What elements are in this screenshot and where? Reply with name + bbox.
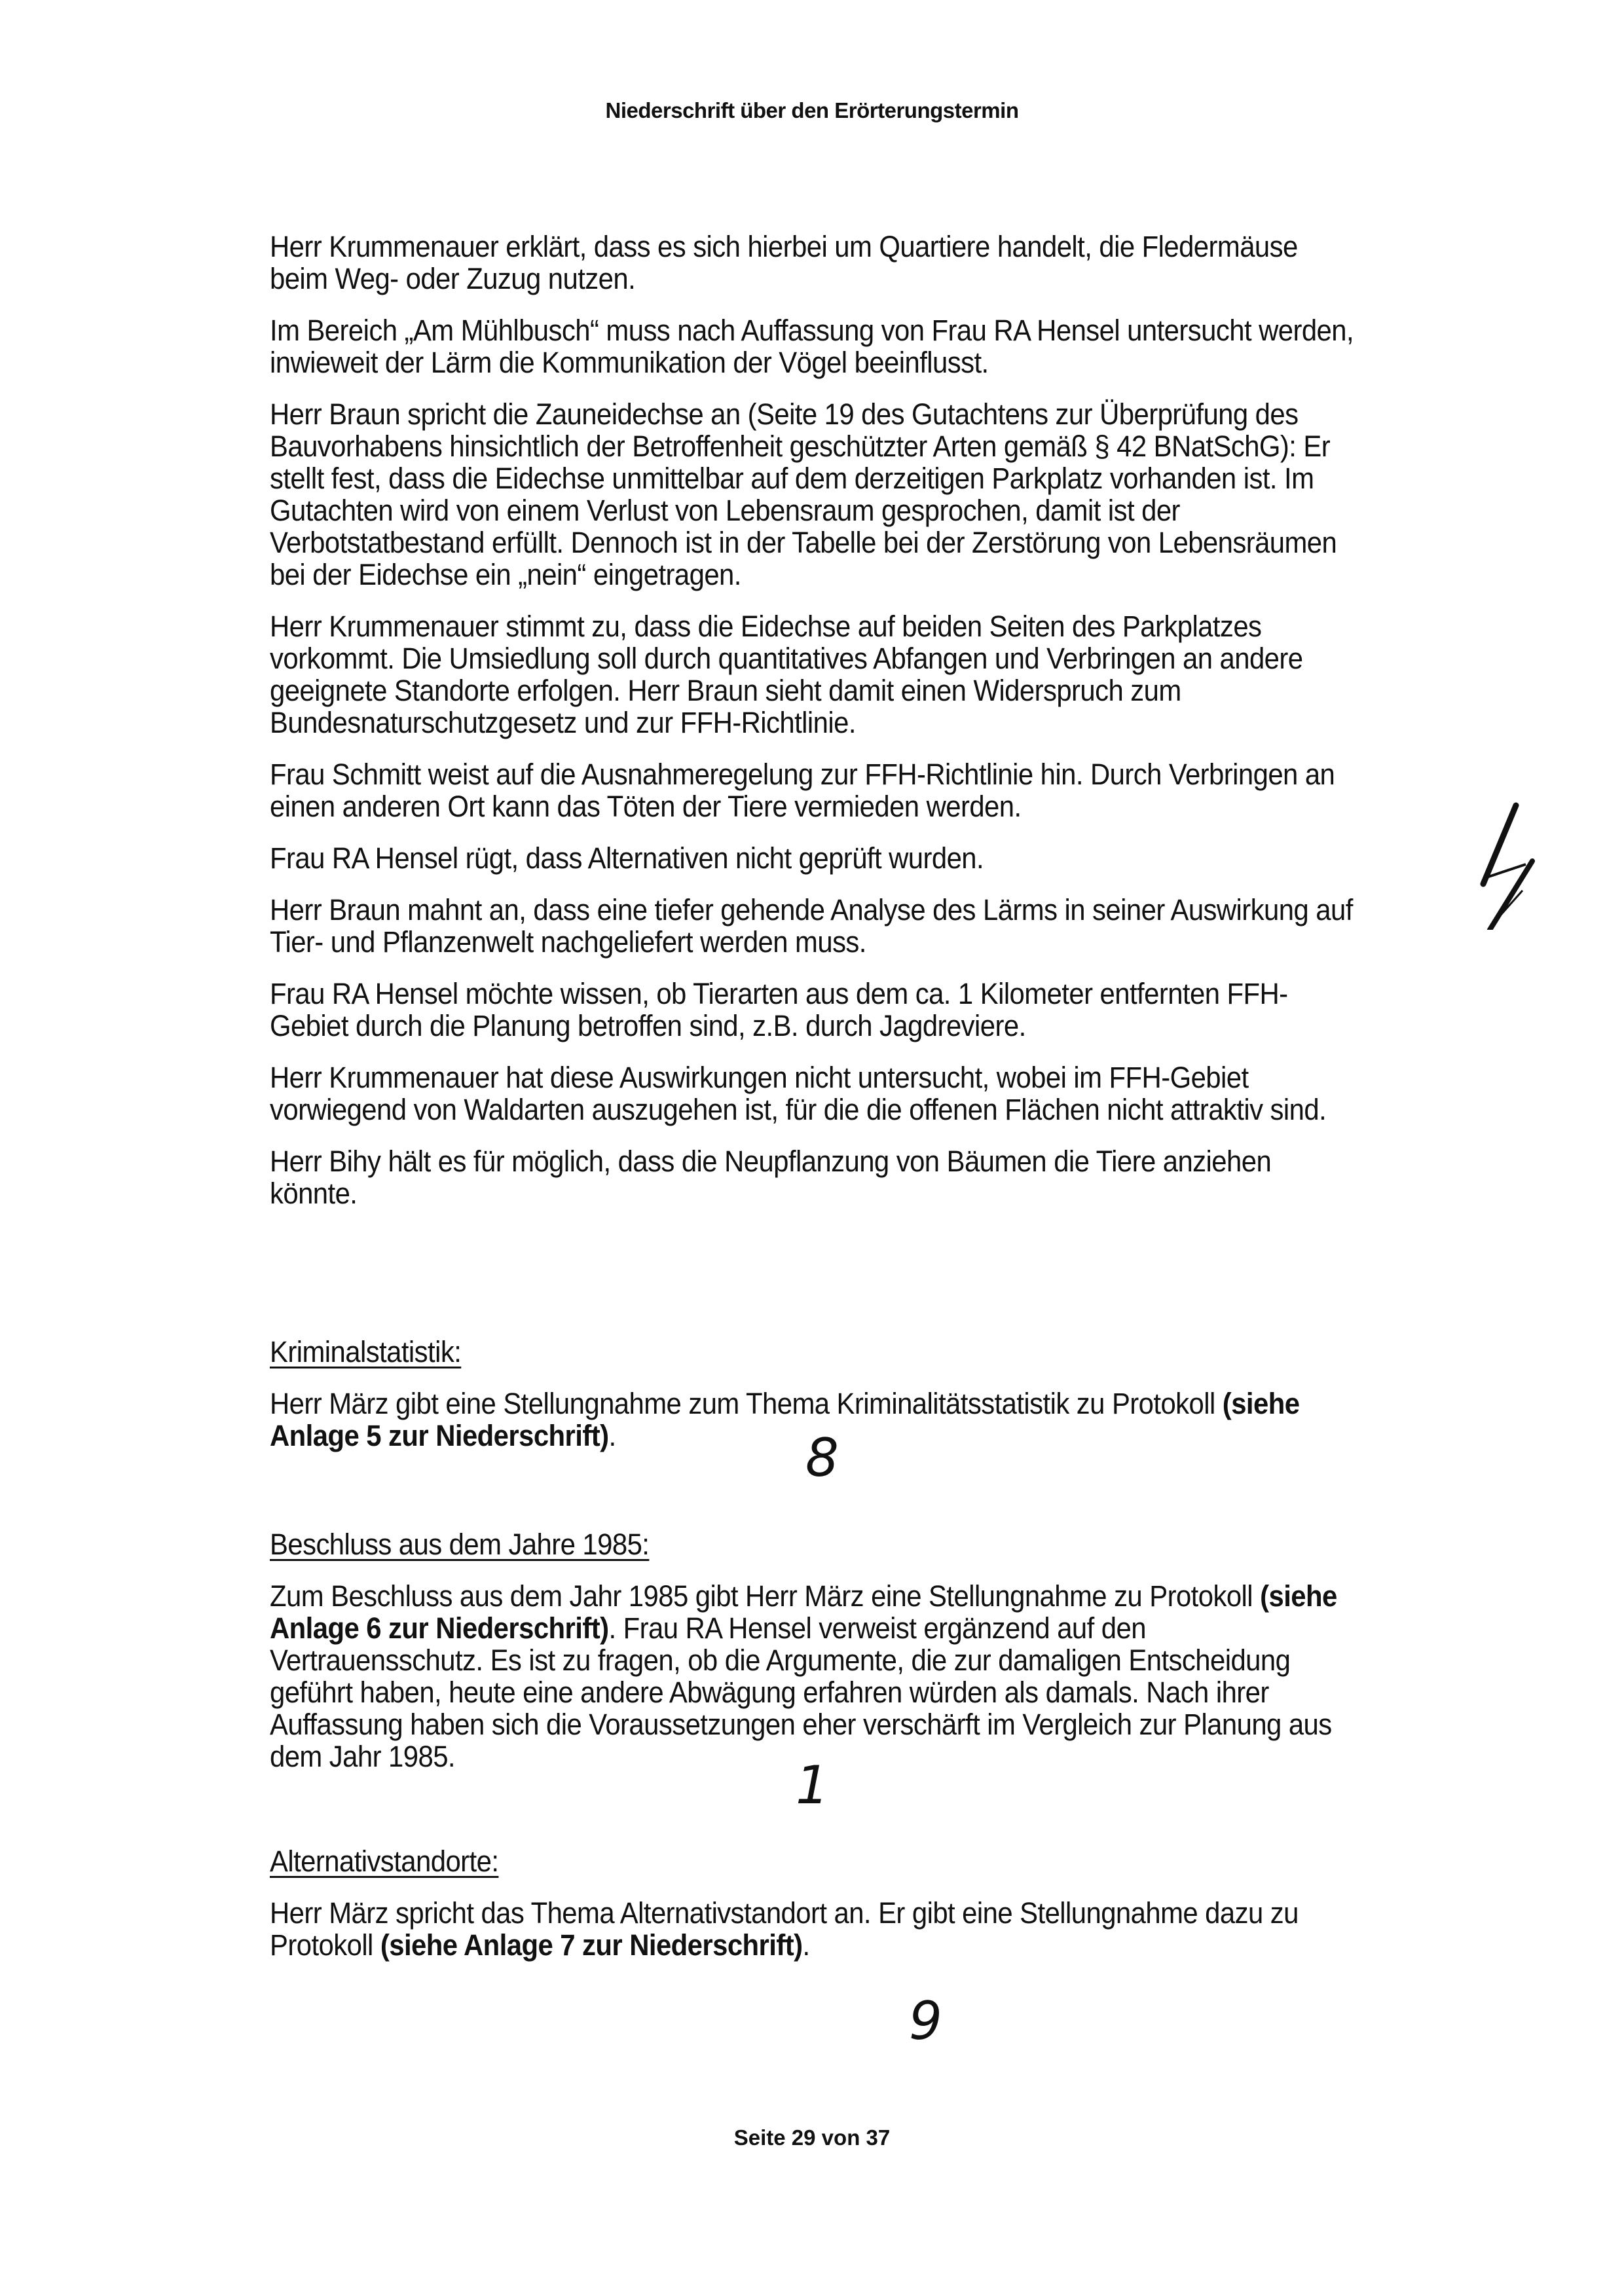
section-paragraph	[270, 1897, 1354, 1961]
annex-reference: (siehe Anlage 5 zur Niederschrift)	[270, 1387, 1300, 1452]
section-heading: Alternativstandorte:	[270, 1845, 499, 1878]
paragraph: Frau RA Hensel rügt, dass Alternativen nicht geprüft wurden.	[270, 841, 984, 875]
discussion-block	[270, 230, 1354, 1229]
handwritten-number-annotation: 8	[805, 1427, 839, 1488]
paragraph-text: . Frau RA Hensel verweist ergänzend auf den Vertrauensschutz. Es ist zu fragen, ob die Argumente, die zur damaligen Entscheidung geführt haben, heute eine andere Abwägung erfahren würden als damals. Nach ihrer Auffassung haben sich die Voraussetzungen eher verschärft im Vergleich zur Planung aus dem Jahr 1985.	[270, 1611, 1332, 1773]
paragraph: Herr Krummenauer erklärt, dass es sich hierbei um Quartiere handelt, die Fledermäuse beim Weg- oder Zuzug nutzen.	[270, 230, 1298, 295]
paragraph: Herr Braun spricht die Zauneidechse an (Seite 19 des Gutachtens zur Überprüfung des Bauvorhabens hinsichtlich der Betroffenheit geschützter Arten gemäß § 42 BNatSchG): Er stellt fest, dass die Eidechse unmittelbar auf dem derzeitigen Parkplatz vorhanden ist. Im Gutachten wird von einem Verlust von Lebensraum gesprochen, damit ist der Verbotstatbestand erfüllt. Dennoch ist in der Tabelle bei der Zerstörung von Lebensräumen bei der Eidechse ein „nein“ eingetragen.	[270, 397, 1337, 591]
section-alternativstandorte	[270, 1845, 1354, 1981]
annex-reference: (siehe Anlage 6 zur Niederschrift)	[270, 1579, 1337, 1645]
section-heading: Kriminalstatistik:	[270, 1335, 462, 1368]
handwritten-number-annotation: 9	[909, 1991, 942, 2051]
paragraph: Herr Bihy hält es für möglich, dass die Neupflanzung von Bäumen die Tiere anziehen könnte.	[270, 1145, 1272, 1210]
section-heading: Beschluss aus dem Jahre 1985:	[270, 1528, 650, 1561]
paragraph: Herr Braun mahnt an, dass eine tiefer gehende Analyse des Lärms in seiner Auswirkung auf Tier- und Pflanzenwelt nachgeliefert werden muss.	[270, 893, 1353, 959]
paragraph: Im Bereich „Am Mühlbusch“ muss nach Auffassung von Frau RA Hensel untersucht werden, inwieweit der Lärm die Kommunikation der Vögel beeinflusst.	[270, 314, 1354, 379]
paragraph: Herr Krummenauer hat diese Auswirkungen nicht untersucht, wobei im FFH-Gebiet vorwiegend von Waldarten auszugehen ist, für die die offenen Flächen nicht attraktiv sind.	[270, 1061, 1327, 1126]
paragraph: Herr Krummenauer stimmt zu, dass die Eidechse auf beiden Seiten des Parkplatzes vorkommt. Die Umsiedlung soll durch quantitatives Abfangen und Verbringen an andere geeignete Standorte erfolgen. Herr Braun sieht damit einen Widerspruch zum Bundesnaturschutzgesetz und zur FFH-Richtlinie.	[270, 610, 1303, 739]
paragraph-text: Herr März spricht das Thema Alternativstandort an. Er gibt eine Stellungnahme dazu zu Protokoll	[270, 1896, 1299, 1962]
section-beschluss-1985	[270, 1528, 1354, 1792]
page-number: Seite 29 von 37	[733, 2125, 891, 2150]
annex-reference: (siehe Anlage 7 zur Niederschrift)	[380, 1928, 803, 1962]
page-header-title: Niederschrift über den Erörterungstermin	[605, 98, 1019, 122]
paragraph-text: .	[608, 1419, 616, 1452]
paragraph-text: Zum Beschluss aus dem Jahr 1985 gibt Herr März eine Stellungnahme zu Protokoll	[270, 1579, 1261, 1613]
paragraph: Frau RA Hensel möchte wissen, ob Tierarten aus dem ca. 1 Kilometer entfernten FFH-Gebiet durch die Planung betroffen sind, z.B. durch Jagdreviere.	[270, 977, 1288, 1042]
paragraph: Frau Schmitt weist auf die Ausnahmeregelung zur FFH-Richtlinie hin. Durch Verbringen an einen anderen Ort kann das Töten der Tiere vermieden werden.	[270, 758, 1335, 823]
paragraph-text: .	[802, 1928, 810, 1962]
handwritten-margin-mark-icon	[1470, 799, 1549, 930]
section-paragraph	[270, 1580, 1354, 1772]
paragraph-text: Herr März gibt eine Stellungnahme zum Thema Kriminalitätsstatistik zu Protokoll	[270, 1387, 1223, 1420]
handwritten-number-annotation: 1	[796, 1755, 829, 1816]
